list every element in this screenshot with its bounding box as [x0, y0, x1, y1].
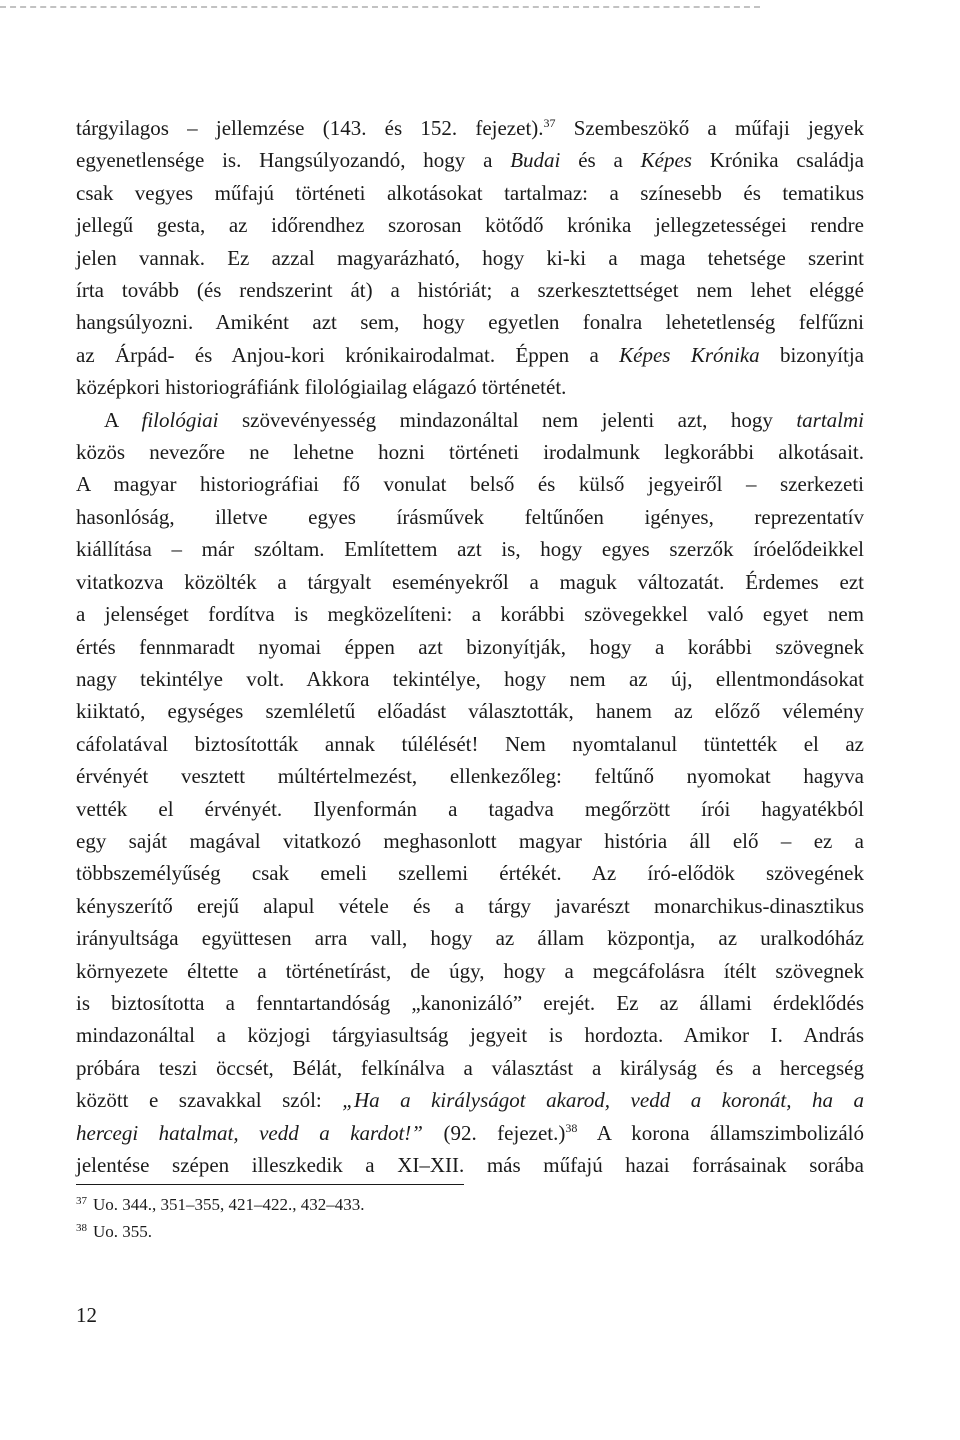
text-line: [76, 793, 864, 825]
italic-text: Képes Krónika: [619, 342, 760, 367]
text-line: [76, 1149, 864, 1181]
text-run: érvényét vesztett múltértelmezést, ellenkezőleg: feltűnő nyomokat hagyva: [76, 764, 864, 789]
text-run: egy saját magával vitatkozó meghasonlott magyar história áll elő – ez a: [76, 828, 864, 853]
text-run: a jelenséget fordítva is megközelíteni: a korábbi szövegekkel való egyet nem: [76, 602, 864, 627]
text-run: hangsúlyozni. Amiként azt sem, hogy egyetlen fonalra lehetetlenség felfűzni: [76, 310, 864, 335]
footnote-ref: 38: [565, 1120, 578, 1135]
text-line: [76, 371, 864, 403]
text-run: Szembeszökő a műfaji jegyek: [555, 116, 864, 140]
text-run: értés fennmaradt nyomai éppen azt bizonyítják, hogy a korábbi szövegnek: [76, 634, 864, 659]
text-run: próbára teszi öccsét, Bélát, felkínálva a választást a királyság és a hercegség: [76, 1055, 864, 1080]
text-run: mindazonáltal a közjogi tárgyiasultság jegyeit is hordozta. Amikor I. András: [76, 1023, 864, 1048]
text-line: [76, 695, 864, 727]
text-line: [76, 922, 864, 954]
italic-text: tartalmi: [796, 407, 865, 432]
text-line: [76, 112, 864, 144]
text-run: környezete éltette a történetírást, de úgy, hogy a megcáfolásra ítélt szövegnek: [76, 958, 864, 983]
text-run: A korona államszimbolizáló: [577, 1120, 864, 1145]
text-run: szövevényesség mindazonáltal nem jelenti azt, hogy: [218, 407, 797, 432]
italic-text: hercegi hatalmat, vedd a kardot!”: [76, 1120, 423, 1145]
text-run: kényszerítő erejű alapul vétele és a tárgy javarészt monarchikus-dinasztikus: [76, 893, 864, 918]
text-line: [76, 144, 864, 176]
italic-text: „Ha a királyságot akarod, vedd a koronát, ha a: [342, 1088, 864, 1113]
italic-text: Képes: [640, 148, 692, 173]
footnote-text: Uo. 344., 351–355, 421–422., 432–433.: [93, 1195, 365, 1214]
text-run: középkori historiográfiánk filológiailag elágazó történetét.: [76, 375, 567, 400]
text-run: írta tovább (és rendszerint át) a históriát; a szerkesztettséget nem lehet eléggé: [76, 278, 864, 303]
text-line: [76, 274, 864, 306]
text-line: [76, 598, 864, 630]
footnotes: [76, 1191, 365, 1245]
text-run: az Árpád- és Anjou-kori krónikairodalmat. Éppen a: [76, 342, 620, 367]
italic-text: Budai: [510, 148, 561, 173]
italic-text: filológiai: [141, 407, 219, 432]
text-line: [76, 987, 864, 1019]
text-run: kiállítása – már szóltam. Említettem azt is, hogy egyes szerzők íróelődeikkel: [76, 537, 864, 562]
text-run: jelentése szépen illeszkedik a XI–XII. más műfajú hazai forrásainak sorába: [76, 1153, 864, 1177]
text-line: [76, 663, 864, 695]
text-line: [76, 1052, 864, 1084]
footnote-separator: [76, 1184, 464, 1185]
text-run: között e szavakkal szól:: [76, 1088, 343, 1113]
text-line: [76, 728, 864, 760]
text-run: A magyar historiográfiai fő vonulat belső és külső jegyeiről – szerkezeti: [76, 472, 864, 497]
text-line: [76, 177, 864, 209]
text-run: nagy tekintélye volt. Akkora tekintélye, hogy nem az új, ellentmondásokat: [76, 666, 864, 691]
footnote-38: [76, 1218, 365, 1245]
text-line: [76, 1117, 864, 1149]
text-run: jellegű gesta, az időrendhez szorosan kötődő krónika jellegzetességei rendre: [76, 213, 864, 238]
main-text: [76, 112, 864, 1181]
text-line: [76, 209, 864, 241]
page-number: 12: [76, 1303, 97, 1327]
text-run: kiiktató, egységes szemléletű előadást választották, hanem az előző vélemény: [76, 699, 864, 724]
text-run: is biztosította a fenntartandóság „kanonizáló” erejét. Ez az állami érdeklődés: [76, 990, 864, 1015]
text-run: csak vegyes műfajú történeti alkotásokat tartalmaz: a színesebb és tematikus: [76, 180, 864, 205]
text-run: vették el érvényét. Ilyenformán a tagadva megőrzött írói hagyatékból: [76, 796, 864, 821]
text-line: [76, 825, 864, 857]
text-line: [76, 501, 864, 533]
footnote-text: Uo. 355.: [93, 1222, 153, 1241]
text-line: [76, 404, 864, 436]
text-line: [76, 857, 864, 889]
text-line: [76, 306, 864, 338]
text-run: és a: [560, 148, 641, 173]
text-line: [76, 339, 864, 371]
footnote-37: [76, 1191, 365, 1218]
text-run: közös nevezőre ne lehetne hozni történeti irodalmunk legkorábbi alkotásait.: [76, 440, 864, 465]
text-run: irányultsága együttesen arra vall, hogy az állam központja, az uralkodóház: [76, 926, 864, 951]
text-run: egyenetlensége is. Hangsúlyozandó, hogy a: [76, 148, 511, 173]
text-line: [76, 242, 864, 274]
text-line: [76, 1084, 864, 1116]
text-line: [76, 1019, 864, 1051]
text-line: [76, 436, 864, 468]
text-line: [76, 468, 864, 500]
text-run: Krónika családja: [691, 148, 864, 173]
text-run: cáfolatával biztosították annak túlélését! Nem nyomtalanul tüntették el az: [76, 731, 864, 756]
text-run: hasonlóság, illetve egyes írásművek feltűnően igényes, reprezentatív: [76, 504, 864, 529]
footnote-ref: 37: [543, 116, 556, 130]
text-run: (92. fejezet.): [422, 1120, 566, 1145]
text-run: vitatkozva közölték a tárgyalt eseményekről a maguk változatát. Érdemes ezt: [76, 569, 864, 594]
footnote-number: 38: [76, 1222, 87, 1234]
footnote-number: 37: [76, 1195, 87, 1207]
top-scan-artifact: [0, 6, 760, 8]
text-run: tárgyilagos – jellemzése (143. és 152. fejezet).: [76, 116, 544, 140]
text-line: [76, 890, 864, 922]
text-run: jelen vannak. Ez azzal magyarázható, hogy ki-ki a maga tehetsége szerint: [76, 245, 864, 270]
text-run: többszemélyűség csak emeli szellemi értékét. Az író-elődök szövegének: [76, 861, 864, 886]
text-line: [76, 760, 864, 792]
text-line: [76, 566, 864, 598]
text-line: [76, 955, 864, 987]
text-run: A: [104, 407, 142, 432]
text-run: bizonyítja: [759, 342, 864, 367]
text-line: [76, 631, 864, 663]
text-line: [76, 533, 864, 565]
